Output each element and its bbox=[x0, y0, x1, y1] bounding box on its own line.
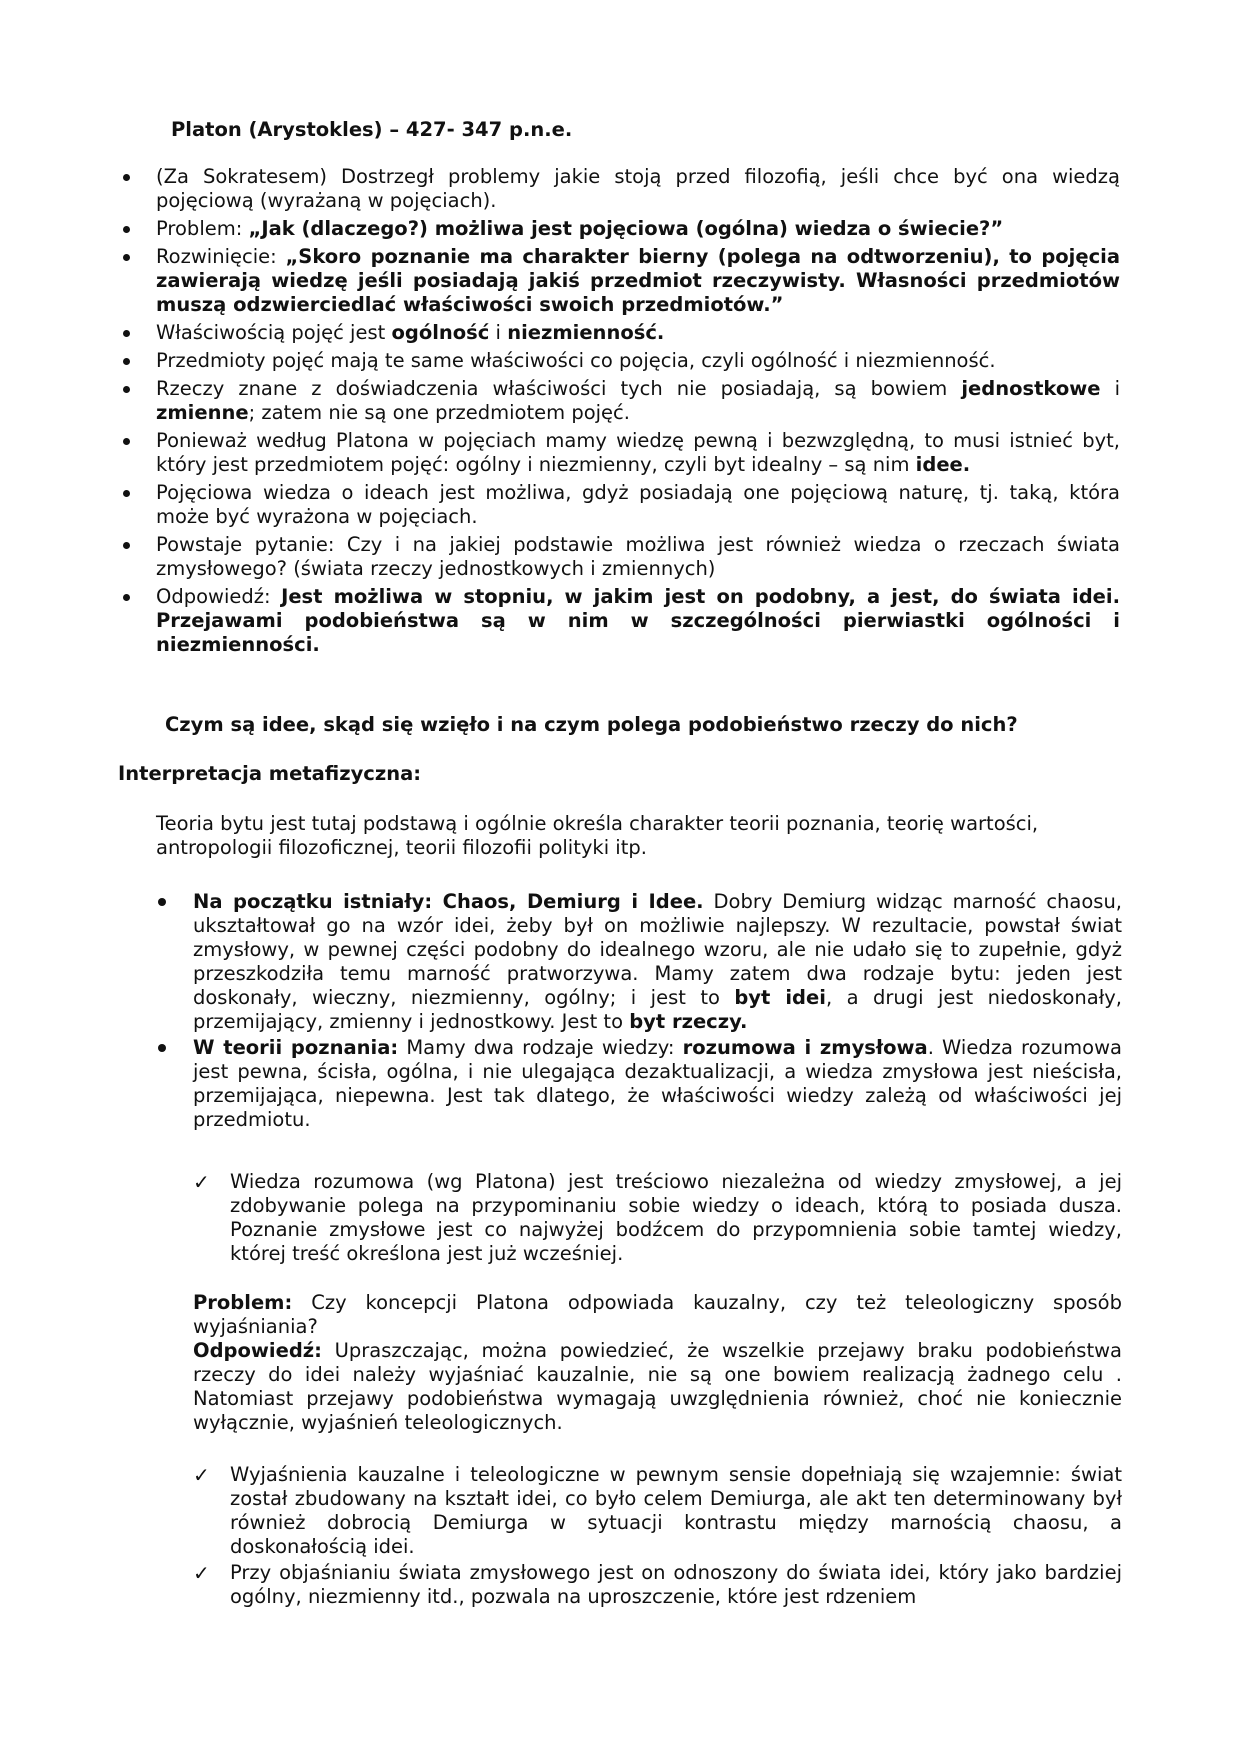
list-item bbox=[0, 585, 1240, 657]
bold-text: ogólność bbox=[391, 321, 490, 344]
list-item bbox=[0, 217, 1240, 241]
checkmark-list-1 bbox=[0, 1170, 1240, 1268]
text: Przy objaśnianiu świata zmysłowego jest on odnoszony do świata idei, który jako bardziej ogólny, niezmienny itd., pozwala na uproszczenie, które jest rdzeniem bbox=[230, 1561, 1122, 1608]
text: i bbox=[1100, 377, 1120, 400]
text: Dobry Demiurg widząc marność chaosu, ukształtował go na wzór idei, żeby był on możliwie najlepszy. W rezultacie, powstał świat zmysłowy, w pewnej części podobny do idealnego wzoru, ale nie udało się to zupełnie, gdyż przeszkodziła temu marność pratworzywa. Mamy zatem dwa rodzaje bytu: jeden jest doskonały, wieczny, niezmienny, ogólny; i jest to bbox=[193, 890, 1123, 1009]
bold-text: byt rzeczy. bbox=[629, 1010, 748, 1033]
text: Wyjaśnienia kauzalne i teleologiczne w pewnym sensie dopełniają się wzajemnie: świat został zbudowany na kształt idei, co było celem Demiurga, ale akt ten determinowany był również dobrocią Demiurga w sytuacji kontrastu między marnością chaosu, a doskonałością idei. bbox=[230, 1463, 1122, 1558]
text: ; zatem nie są one przedmiotem pojęć. bbox=[248, 401, 630, 424]
bold-text: Na początku istniały: Chaos, Demiurg i Idee. bbox=[193, 890, 704, 913]
bold-text: niezmienność. bbox=[507, 321, 665, 344]
problem-answer-block bbox=[193, 1291, 1122, 1435]
problem-label: Problem: bbox=[193, 1291, 293, 1314]
text: Właściwością pojęć jest bbox=[156, 321, 392, 344]
text: Czy koncepcji Platona odpowiada kauzalny, czy też teleologiczny sposób wyjaśniania? bbox=[193, 1291, 1122, 1338]
text: Problem: bbox=[156, 217, 249, 240]
list-item bbox=[0, 245, 1240, 317]
list-item bbox=[0, 165, 1240, 213]
answer-label: Odpowiedź: bbox=[193, 1339, 322, 1362]
text: i bbox=[489, 321, 508, 344]
text: Powstaje pytanie: Czy i na jakiej podstawie możliwa jest również wiedza o rzeczach świata zmysłowego? (świata rzeczy jednostkowych i zmiennych) bbox=[156, 533, 1120, 580]
text: Upraszczając, można powiedzieć, że wszelkie przejawy braku podobieństwa rzeczy do idei należy wyjaśniać kauzalnie, nie są one bowiem realizacją żadnego celu . Natomiast przejawy podobieństwa wymagają uwzględnienia również, choć nie koniecznie wyłącznie, wyjaśnień teleologicznych. bbox=[193, 1339, 1122, 1434]
text: Rzeczy znane z doświadczenia właściwości tych nie posiadają, są bowiem bbox=[156, 377, 962, 400]
list-item bbox=[0, 1463, 1240, 1559]
bold-text: „Skoro poznanie ma charakter bierny (polega na odtworzeniu), to pojęcia zawierają wiedzę jeśli posiadają jakiś przedmiot rzeczywisty. Własności przedmiotów muszą odzwierciedlać właściwości swoich przedmiotów.” bbox=[156, 245, 1120, 316]
bold-text: zmienne bbox=[156, 401, 249, 424]
list-item bbox=[0, 377, 1240, 425]
list-item bbox=[0, 890, 1240, 1034]
central-question: Czym są idee, skąd się wzięło i na czym polega podobieństwo rzeczy do nich? bbox=[165, 713, 1018, 736]
bold-text: byt idei bbox=[734, 986, 826, 1009]
checkmark-icon: ✓ bbox=[193, 1463, 210, 1487]
answer-paragraph bbox=[193, 1339, 1122, 1435]
text: . Wiedza rozumowa jest pewna, ścisła, ogólna, i nie ulegająca dezaktualizacji, a wiedza zmysłowa jest nieścisła, przemijająca, niepewna. Jest tak dlatego, że właściwości wiedzy zależą od właściwości jej przedmiotu. bbox=[193, 1036, 1122, 1131]
section-heading: Interpretacja metafizyczna: bbox=[118, 762, 422, 785]
list-item bbox=[0, 1036, 1240, 1132]
bold-text: jednostkowe bbox=[961, 377, 1101, 400]
list-item bbox=[0, 533, 1240, 581]
text: Rozwinięcie: bbox=[156, 245, 286, 268]
text: Wiedza rozumowa (wg Platona) jest treściowo niezależna od wiedzy zmysłowej, a jej zdobywanie polega na przypominaniu sobie wiedzy o ideach, którą to posiada dusza. Poznanie zmysłowe jest co najwyżej bodźcem do przypomnienia sobie tamtej wiedzy, której treść określona jest już wcześniej. bbox=[230, 1170, 1122, 1265]
list-item bbox=[0, 321, 1240, 345]
bold-text: W teorii poznania: bbox=[193, 1036, 399, 1059]
list-item bbox=[0, 1170, 1240, 1266]
document-title: Platon (Arystokles) – 427- 347 p.n.e. bbox=[171, 118, 573, 141]
bold-text: Jest możliwa w stopniu, w jakim jest on podobny, a jest, do świata idei. Przejawami podobieństwa są w nim w szczególności pierwiastki ogólności i niezmienności. bbox=[156, 585, 1120, 656]
text: Odpowiedź: bbox=[156, 585, 282, 608]
text: Ponieważ według Platona w pojęciach mamy wiedzę pewną i bezwzględną, to musi istnieć byt, który jest przedmiotem pojęć: ogólny i niezmienny, czyli byt idealny – są nim bbox=[156, 429, 1120, 476]
bold-text: „Jak (dlaczego?) możliwa jest pojęciowa (ogólna) wiedza o świecie?” bbox=[248, 217, 1004, 240]
text: , a drugi jest niedoskonały, przemijający, zmienny i jednostkowy. Jest to bbox=[193, 986, 1122, 1033]
list-item bbox=[0, 1561, 1240, 1609]
text: Przedmioty pojęć mają te same właściwości co pojęcia, czyli ogólność i niezmienność. bbox=[156, 349, 996, 372]
bold-text: rozumowa i zmysłowa bbox=[682, 1036, 928, 1059]
bold-text: idee. bbox=[915, 453, 971, 476]
text: (Za Sokratesem) Dostrzegł problemy jakie stoją przed filozofią, jeśli chce być ona wiedzą pojęciową (wyrażaną w pojęciach). bbox=[156, 165, 1120, 212]
problem-paragraph bbox=[193, 1291, 1122, 1339]
intro-paragraph: Teoria bytu jest tutaj podstawą i ogólnie określa charakter teorii poznania, teorię wartości, antropologii filozoficznej, teorii filozofii polityki itp. bbox=[156, 812, 1039, 859]
list-item bbox=[0, 481, 1240, 529]
text: Mamy dwa rodzaje wiedzy: bbox=[398, 1036, 683, 1059]
checkmark-list-2 bbox=[0, 1463, 1240, 1611]
checkmark-icon: ✓ bbox=[193, 1561, 210, 1585]
checkmark-icon: ✓ bbox=[193, 1170, 210, 1194]
list-item bbox=[0, 349, 1240, 373]
sub-bullet-list bbox=[0, 890, 1240, 1134]
text: Pojęciowa wiedza o ideach jest możliwa, gdyż posiadają one pojęciową naturę, tj. taką, która może być wyrażona w pojęciach. bbox=[156, 481, 1120, 528]
main-bullet-list bbox=[0, 165, 1240, 661]
list-item bbox=[0, 429, 1240, 477]
